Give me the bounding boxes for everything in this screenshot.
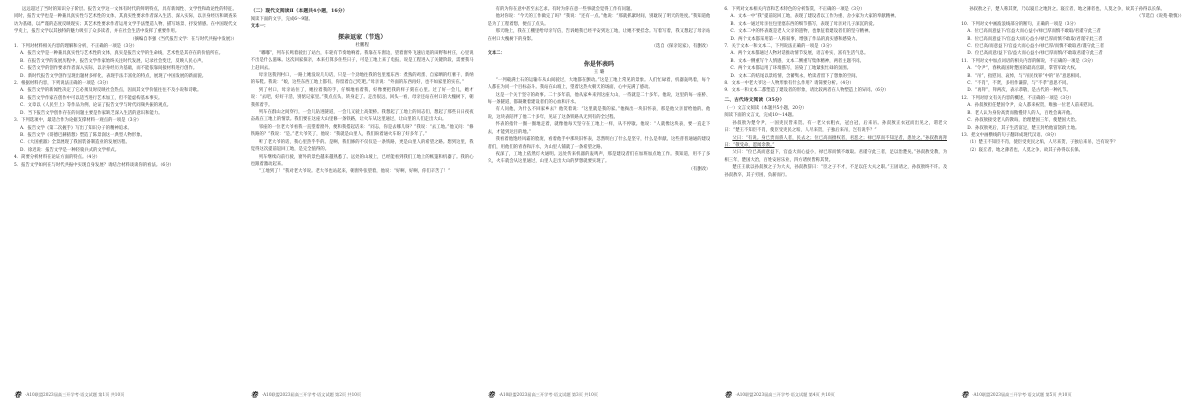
page-footer (724, 389, 947, 401)
passage-text: 那天晚上，我在工棚里给母亲写信，告诉她我已经平安到达工地，让她不要挂念。写着写着，我又想起了母亲站在村口大槐树下的身影。 (487, 29, 711, 42)
question-option: A．文本一中“我”提前返回工地，表现了建设者以工作为重、舍小家为大家的奉献精神。 (730, 14, 899, 20)
passage-text: 父曰：“有说。身已贵而骄人者，民去之；位已高而擅权者，君恶之；禄已厚而不知足者，患处之。”孙叔敖再拜曰：“敬受命，愿闻余教。” (724, 135, 948, 148)
instructions: 阅读下面的文字，完成6～9题。 (250, 17, 313, 22)
question-option: B．“吊”，指慰问、哀悼，与“吊民伐罪”中的“吊”意思相同。 (967, 73, 1084, 79)
question-option: C．文本二中的怀表既是老人父亲的遗物，也象征着建设者们的坚守精神。 (730, 29, 873, 35)
passage-text: 邻座的一位老大爷看我一直望着窗外，便和我搭起话来：“同志，你是去哪儿呀？”我说：“去工地。”他又问：“修铁路的？”我说：“是。”老大爷笑了，他说：“我就是山里人，我们盼着通火车盼了好多年了。” (250, 124, 474, 138)
passage-author: 王 璐 (593, 69, 605, 75)
question-4: 4．简要分析材料在论证方面的特点。（4分） (14, 155, 101, 161)
subsection-heading: （一）文言文阅读（本题共5小题，20分） (724, 105, 807, 111)
question-9: 9．文本一和文本二都塑造了建设者的形象，请比较两者在人物塑造上的异同。（6分） (724, 88, 889, 94)
page-footer (14, 389, 237, 401)
question-11: 11．下列对文中加点词语的相关内容的解说，不正确的一项是（3分） (961, 58, 1096, 64)
question-option: B．报告文学作家在创作中可以适当进行艺术加工，但不能虚构基本事实。 (20, 95, 163, 101)
passage-text: 有人问他，为什么不回家乡去？他笑着说：“这里就是我的家。”他掏出一块旧怀表，那是他父亲留给他的。他说，这块表陪伴了他二十多年，见证了这条铁路从无到有的全过程。 (487, 107, 711, 120)
question-option: A．位已高而意益下/官益大而心益小/禄已厚而慎不敢取/君谨守此三者 (967, 29, 1101, 35)
question-option: A．报告文学是一种兼具真实性与艺术性的文体，真实是报告文学的生命线，艺术性是其存在的价值所在。 (20, 51, 224, 57)
question-option: C．孙叔敖接受老人的教诲，治理楚国三年，使楚国大治。 (967, 118, 1080, 124)
page-column-5 (957, 6, 1190, 411)
question-option: D．新时代报告文学创作呈现出题材多样化、表现手法丰富化的特点，展现了中国发展的新面貌。 (20, 73, 207, 79)
brand-logo-icon: 卷 (250, 391, 258, 399)
question-2: 2．根据材料内容，下列说法正确的一项是（3分） (14, 81, 111, 87)
passage-title: 你是怀表吗 (583, 60, 615, 68)
question-option: A．“令尹”，春秋战国时楚国的最高官职，掌管军政大权。 (967, 66, 1080, 72)
question-option: A．孙叔敖担任楚国令尹，众人都来祝贺，唯独一位老人前来慰问。 (967, 103, 1097, 109)
question-option: A．报告文学《第二次握手》写出了知识分子的精神追求。 (20, 125, 132, 131)
section-heading: （二）现代文阅读Ⅱ（本题共4小题，16分） (250, 8, 348, 14)
question-option: D．文本二的结尾以景结情，含蓄隽永，给读者留下了想象的空间。 (730, 73, 860, 79)
page-number: ·A10联盟2023届高三开学考·语文试题 第3页 共10页 (498, 392, 598, 397)
brand-logo-icon: 卷 (961, 391, 969, 399)
question-option: C．位已高/而意益下/官益大而心益小/禄已厚/而慎不敢取君/谨守此三者 (967, 44, 1105, 50)
question-item: （2）寝丘者，地之薄者也，人莫之争，故其子孙得以长保。 (967, 147, 1083, 153)
passage-text: 孙叔敖为楚令尹，一国吏民皆来贺。有一老父衣粗衣，冠白冠，后来吊。孙叔敖正衣冠而出见之，谓老父曰：“楚王不知臣不肖，使臣受吏民之垢，人尽来贺，子独后来吊，岂有说乎？” (724, 120, 948, 134)
passage-author: 杜鹏程 (355, 42, 370, 48)
question-option: B．老人认为身份高贵而傲慢待人的人，百姓会离开他。 (967, 110, 1075, 116)
passage-text: 母亲送我到村口，一路上她没说几句话，只是一个劲地往我的包里塞东西：煮熟的鸡蛋、自家晒的红薯干、新纳的布鞋。我说：“娘，这些东西工地上都有，你留着自己吃吧。”母亲说：“外面的东西再好，也不如家里的实在。” (250, 73, 474, 86)
page-number: ·A10联盟2023届高三开学考·语文试题 第1页 共10页 (25, 392, 125, 397)
question-option: A．两个文本都通过人物对话推动情节发展，语言朴实，富有生活气息。 (730, 51, 869, 57)
passage-text: 这是一个关于坚守的故事。二十多年前，他从家乡来到这座大山，一待就是二十多年。他说，这里的每一座桥、每一条隧道，都凝聚着建设者们的心血和汗水。 (487, 92, 711, 106)
question-option: D．位已高而意/益下官/益大而心益小/禄已厚而慎/不敢取君谨守此三者 (967, 51, 1103, 57)
question-5: 5．报告文学如何在与时代共振中实现自身发展？请结合材料谈谈你的看法。（6分） (14, 162, 174, 168)
question-option: B．文本一通过母亲往包里塞东西的细节描写，表现了母亲对儿子深沉的爱。 (730, 21, 878, 27)
question-option: B．文本一侧重写个人情感，文本二侧重写集体精神，两者主题不同。 (730, 58, 865, 64)
passage-text: “工地到了！”我对老大爷说。老大爷也站起来，朝窗外张望着，他说：“好啊，好啊，你们辛苦了！” (258, 169, 451, 175)
question-option: B．在报告文学的发展历程中，报告文学作家始终关注时代发展，记录社会变迁，反映人民心声。 (20, 58, 206, 64)
page-column-4 (720, 6, 953, 411)
question-3: 3．下列选项中，最适合作为论据支撑材料一观点的一项是（3分） (14, 118, 142, 124)
passage-text: 列车继续向前行驶，窗外的景色越来越熟悉了。远处的山坡上，已经能看到我们工地上的帐篷和机器了。我的心也跟着激动起来。 (250, 154, 474, 167)
passage-text: 怀表的指针一圈一圈地走着，就像他每天坚守在工地上一样，从不停歇。他说：“人就像这块表，要一直走下去，才能到达目的地。” (487, 122, 711, 135)
question-item: （1）楚王不知臣不肖，使臣受吏民之垢，人尽来贺，子独后来吊，岂有说乎？ (967, 140, 1118, 146)
question-8: 8．文本一中老大爷这一人物形象有什么作用？请简要分析。（4分） (724, 81, 854, 87)
question-option: A．报告文学的新闻性决定了它必须及时反映社会热点，因而其文学价值往往不及小说和诗歌。 (20, 88, 202, 94)
question-option: C．报告文学的创作要求作者深入实际，以亲身经历为基础，而不能依靠间接材料进行创作。 (20, 66, 198, 72)
question-option: C．《大国重器》全景展现了我国装备制造业的发展历程。 (20, 140, 130, 146)
page-content (251, 6, 474, 386)
passage-text: 到了村口，母亲站住了，她拉着我的手，仔细地看着我，好像要把我的样子刻在心里。过了好一会儿，她才说：“去吧，好好干活，别惦记家里。”我点点头，转身走了。走出很远，回头一看，母亲还站在村口的大槐树下，朝我挥着手。 (250, 87, 474, 108)
question-option: D．“再拜”，拜两次，表示恭敬，是古代的一种礼节。 (967, 88, 1071, 94)
page-footer (251, 389, 474, 401)
page-content (14, 6, 237, 386)
question-12: 12．下列对原文有关内容的概述，不正确的一项是（3分） (961, 95, 1074, 101)
brand-logo-icon: 卷 (487, 391, 495, 399)
passage-text: 孙叔敖之子，楚人称其贤，乃以寝丘之地封之。寝丘者，地之薄者也，人莫之争，故其子孙得以长保。 (969, 7, 1165, 12)
question-7: 7．关于文本一和文本二，下列说法正确的一项是（3分） (724, 44, 835, 50)
passage-text: 我看着他饱经风霜的脸庞，看着他手中那块旧怀表，忽然明白了什么是坚守，什么是奉献。这些普普通通的建设者们，用他们的青春和汗水，为山里人铺就了一条希望之路。 (487, 137, 711, 150)
instructions: 阅读下面的文言文，完成10～14题。 (724, 113, 797, 119)
passage-text: 列车在群山之间穿行，一会儿钻进隧道，一会儿又驶上高架桥。我想起了工地上的同志们，想起了那些日日夜夜奋战在工地上的情景。我们要在这座大山里修一条铁路，让火车从这里通过，让山里的人们走出大山。 (250, 110, 474, 123)
source-note: （有删改） (688, 166, 711, 172)
passage-text: 听了老大爷的话，我心里热乎乎的。是啊，我们修的不仅仅是一条铁路，更是山里人的希望之路。想到这里，我觉得这次提前返回工地，是完全值得的。 (250, 139, 474, 153)
passage-text: “一列载满土石的运输车从山间驶过，大地都在颤动。”这是工地上常见的景象。人们忙碌着，机器轰鸣着，每个人都在为同一个目标奋斗。我站在山坡上，望着这热火朝天的场面，心中充满了感动。 (487, 77, 711, 91)
page-content (724, 6, 947, 386)
page-number: ·A10联盟2023届高三开学考·语文试题 第2页 共10页 (261, 392, 362, 397)
page-column-2 (247, 6, 480, 411)
passage-text: 远远超过了当时的知识分子阶层。报告文学这一文体有时代的鲜明特点，具有新闻性、文学性和政论性的特征。同时，报告文学也是一种兼具真实性与艺术性的文体，其真实性要求作者深入生活、深入实际，以亲身经历和调查采访为基础，以严谨的态度反映现实；其艺术性要求作者运用文学手法塑造人物、描写场景、抒发情感。在中国现代文学史上，报告文学以其独特的魅力吸引了众多读者，并在社会生活中发挥了重要作用。 (14, 7, 237, 35)
question-1: 1．下列对材料相关内容的理解和分析，不正确的一项是（3分） (14, 44, 137, 50)
text-label: 文本二： (487, 51, 505, 57)
question-option: D．徐迟说：报告文学是一种轻骑兵式的文学样式。 (20, 147, 120, 153)
question-13: 13．把文中画横线的句子翻译成现代汉语。（8分） (961, 132, 1059, 138)
passage-text: 父曰：“位已高而意益下，官益大而心益小，禄已厚而慎不敢取。君谨守此三者，足以治楚矣。”孙叔敖受教，为相三年，楚国大治，百姓安居乐业，四方诸侯皆称其贤。 (724, 150, 948, 163)
question-option: D．两个文本都采用第一人称叙事，增强了作品的真实感和感染力。 (730, 36, 860, 42)
question-option: B．位已高而意益下/官益大/而心益小/禄已厚而慎不敢取/君谨守此三者 (967, 36, 1103, 42)
passage-text: 有的为你在意中甚至去乞求。有时为你在意一些事就会觉得工作有问题。 (495, 7, 635, 12)
question-option: D．当下报告文学创作存在的问题主要是作家缺乏深入生活的意识和能力。 (20, 110, 163, 116)
text-label: 文本一： (250, 24, 269, 30)
passage-text: 楚庄王欲以孙叔敖之子为大夫，孙叔敖辞曰：“臣之子不才，不足以任大夫之职。”王固请之，孙叔敖终不许。及孙叔敖卒，其子穷困，负薪而行。 (724, 165, 948, 178)
question-option: C．“不肖”，不贤，多用作谦辞，与“不孝”意思不同。 (967, 81, 1071, 87)
brand-logo-icon: 卷 (14, 391, 21, 399)
question-10: 10．下列对文中画波浪线部分的断句，正确的一项是（3分） (961, 21, 1079, 27)
passage-title: 探亲返家（节选） (337, 33, 387, 41)
page-column-1 (10, 6, 243, 411)
question-option: B．报告文学《哥德巴赫猜想》塑造了陈景润这一典型人物形象。 (20, 132, 145, 138)
source-note: （摘编自李强《当代报告文学：在与时代共振中发展》） (130, 36, 237, 42)
page-content (961, 6, 1184, 386)
page-content (488, 6, 711, 386)
page-number: ·A10联盟2023届高三开学考·语文试题 第4页 共10页 (735, 392, 835, 397)
passage-text: 夜深了，工地上依然灯火通明。远处传来机器的轰鸣声，那是建设者们在加班加点地工作。我知道，用不了多久，火车就会从这里通过，山里人走出大山的梦想就要实现了。 (487, 151, 711, 165)
section-heading: 二、古代诗文阅读（35分） (724, 96, 785, 103)
page-footer (961, 389, 1184, 401)
passage-text: “嘟嘟”，列车长鸣着驶出了站台，车轮有节奏地响着。我靠在车窗边，望着窗外飞速后退的田野和村庄，心里说不出是什么滋味。这次回家探亲，本来打算多住些日子，可是工地上来了电报，说是工程进入了关键阶段，需要我马上赶回去。 (250, 50, 474, 71)
question-option: D．孙叔敖死后，其子生活富足，楚王封给他富饶的土地。 (967, 125, 1080, 131)
question-6: 6．下列对文本相关内容和艺术特色的分析鉴赏，不正确的一项是（3分） (724, 7, 865, 12)
page-column-3 (484, 6, 717, 411)
question-option: C．文章以《人民至上》等作品为例，论证了报告文学与时代同频共振的观点。 (20, 103, 172, 109)
question-option: C．两个文本都运用了环境描写，渲染了工地紧张忙碌的氛围。 (730, 66, 852, 72)
page-number: ·A10联盟2023届高三开学考·语文试题 第5页 共10页 (972, 392, 1072, 397)
passage-text: 他对你说：“今天的工作做完了吗？”我说：“还有一点。”他说：“那就抓紧时间，别耽误了明天的进度。”我知道他是为了工程着想，便点了点头。 (487, 14, 711, 27)
page-footer (488, 389, 711, 401)
brand-logo-icon: 卷 (724, 391, 732, 399)
source-note: （节选自《说苑·敬慎》） (1136, 14, 1184, 20)
source-note: （选自《探亲返家》，有删改） (651, 44, 711, 50)
